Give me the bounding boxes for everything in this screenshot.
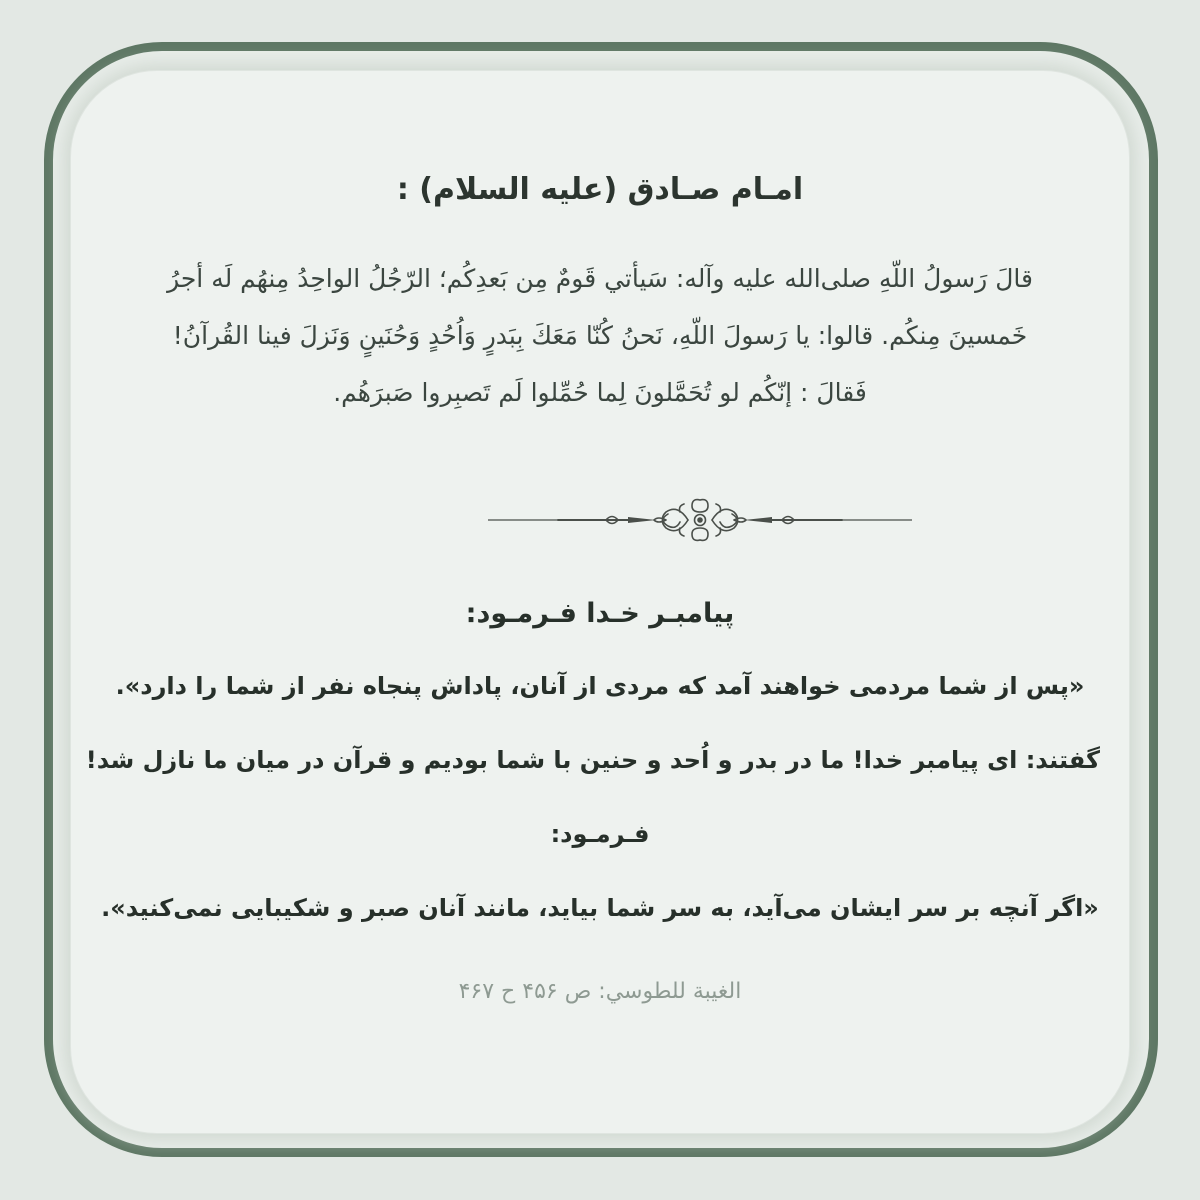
translation-line: گفتند: ای پیامبر خدا! ما در بدر و اُحد و حنین با شما بودیم و قرآن در میان ما نازل شد! (85, 746, 1100, 774)
arabic-line: قالَ رَسولُ اللّهِ صلى‌الله عليه وآله: سَيأتي قَومٌ مِن بَعدِكُم؛ الرّجُلُ الواحِدُ مِنهُم لَه أجرُ (167, 264, 1033, 293)
translation-heading: پیامبـر خـدا فـرمـود: (465, 598, 735, 629)
arabic-hadith (100, 250, 1100, 421)
arabic-line: فَقالَ : إنّكُم لو تُحَمَّلونَ لِما حُمِّلوا لَم تَصبِروا صَبرَهُم. (333, 378, 867, 407)
card-content (85, 0, 1100, 1200)
translation-line: فـرمـود: (550, 820, 650, 848)
page-title: امـام صـادق (علیه السلام) : (396, 172, 804, 207)
translation-line: «پس از شما مردمی خواهند آمد که مردی از آنان، پاداش پنجاه نفر از شما را دارد». (115, 672, 1085, 700)
source-citation: الغيبة للطوسي: ص ۴۵۶ ح ۴۶۷ (458, 979, 742, 1004)
arabic-line: خَمسينَ مِنكُم. قالوا: يا رَسولَ اللّهِ، نَحنُ كُنّا مَعَكَ بِبَدرٍ وَاُحُدٍ وَحُنَينٍ وَنَزلَ فينا القُرآنُ! (172, 321, 1028, 350)
translation-line: «اگر آنچه بر سر ایشان می‌آید، به سر شما بیاید، مانند آنان صبر و شکیبایی نمی‌کنید». (101, 894, 1099, 922)
ornamental-divider-icon (488, 490, 912, 550)
